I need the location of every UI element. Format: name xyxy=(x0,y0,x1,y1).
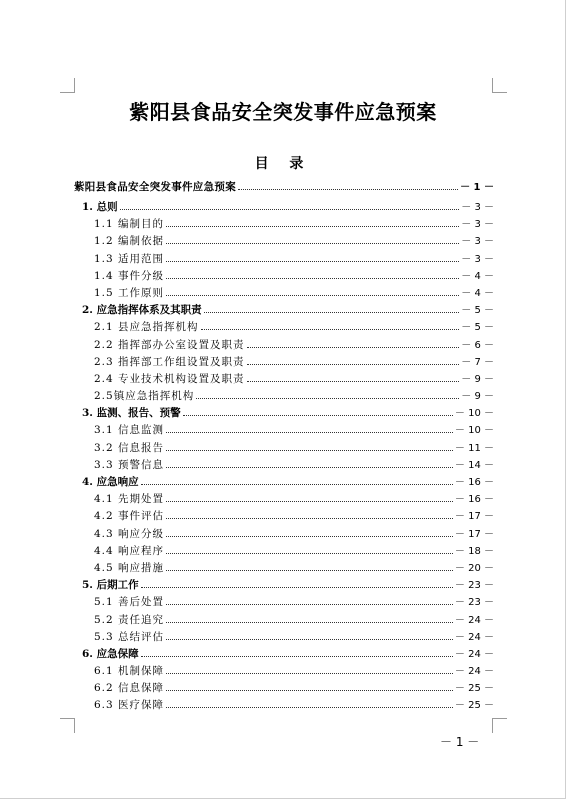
toc-section-row[interactable] xyxy=(74,508,494,525)
toc-leader-dots xyxy=(201,328,460,330)
toc-page-number: － 14 － xyxy=(454,459,494,471)
toc-leader-dots xyxy=(166,552,453,554)
toc-leader-dots xyxy=(196,397,459,399)
toc-entry-text: 6. 应急保障 xyxy=(82,647,139,660)
toc-entry-text: 2.2 指挥部办公室设置及职责 xyxy=(94,338,245,351)
toc-section-row[interactable] xyxy=(74,629,494,646)
table-of-contents xyxy=(74,177,494,715)
toc-page-number: － 3 － xyxy=(461,236,494,248)
toc-section-row[interactable] xyxy=(74,663,494,680)
toc-page-number: － 25 － xyxy=(454,700,494,712)
toc-entry-text: 6.1 机制保障 xyxy=(94,665,165,678)
toc-page-number: － 11 － xyxy=(454,442,494,454)
toc-section-row[interactable] xyxy=(74,319,494,336)
toc-leader-dots xyxy=(166,225,459,227)
toc-entry-text: 6.2 信息保障 xyxy=(94,682,165,695)
toc-entry-text: 4.3 响应分级 xyxy=(94,527,165,540)
toc-section-row[interactable] xyxy=(74,371,494,388)
toc-section-row[interactable] xyxy=(74,388,494,405)
toc-leader-dots xyxy=(247,346,460,348)
toc-page-number: － 4 － xyxy=(461,270,494,282)
toc-entry-text: 1.2 编制依据 xyxy=(94,235,165,248)
toc-page-number: － 17 － xyxy=(454,528,494,540)
crop-mark-top-right xyxy=(492,78,507,93)
toc-page-number: － 18 － xyxy=(454,545,494,557)
toc-page-number: － 24 － xyxy=(454,631,494,643)
toc-chapter-row[interactable] xyxy=(74,199,494,216)
toc-page-number: － 3 － xyxy=(461,219,494,231)
toc-section-row[interactable] xyxy=(74,216,494,233)
toc-leader-dots xyxy=(166,294,459,296)
toc-leader-dots xyxy=(166,689,453,691)
toc-chapter-row[interactable] xyxy=(74,405,494,422)
toc-page-number: － 4 － xyxy=(461,287,494,299)
toc-page-number: － 23 － xyxy=(454,597,494,609)
toc-entry-text: 3.3 预警信息 xyxy=(94,458,165,471)
toc-leader-dots xyxy=(238,188,458,190)
toc-page-number: － 5 － xyxy=(461,305,494,317)
toc-leader-dots xyxy=(166,535,453,537)
toc-entry-text: 4. 应急响应 xyxy=(82,476,139,488)
toc-section-row[interactable] xyxy=(74,285,494,302)
toc-leader-dots xyxy=(166,500,453,502)
toc-leader-dots xyxy=(166,277,459,279)
toc-leader-dots xyxy=(166,603,453,605)
toc-entry-text: 2.1 县应急指挥机构 xyxy=(94,321,199,334)
toc-leader-dots xyxy=(120,208,460,210)
toc-entry-text: 5.3 总结评估 xyxy=(94,630,165,643)
toc-section-row[interactable] xyxy=(74,612,494,629)
toc-page-number: － 1 － xyxy=(460,182,494,193)
toc-entry-text: 4.1 先期处置 xyxy=(94,493,165,506)
toc-entry-text: 1. 总则 xyxy=(82,201,118,213)
toc-entry-text: 5.1 善后处置 xyxy=(94,596,165,609)
toc-entry-text: 1.5 工作原则 xyxy=(94,286,165,299)
toc-page-number: － 16 － xyxy=(454,477,494,488)
toc-leader-dots xyxy=(166,242,459,244)
crop-mark-top-left xyxy=(60,78,75,93)
toc-entry-text: 6.3 医疗保障 xyxy=(94,699,165,712)
toc-entry-text: 4.2 事件评估 xyxy=(94,510,165,523)
toc-leader-dots xyxy=(166,431,453,433)
toc-leader-dots xyxy=(166,621,453,623)
toc-leader-dots xyxy=(166,638,453,640)
toc-page-number: － 3 － xyxy=(461,253,494,265)
toc-section-row[interactable] xyxy=(74,233,494,250)
toc-leader-dots xyxy=(141,586,453,588)
toc-section-row[interactable] xyxy=(74,422,494,439)
toc-entry-text: 5. 后期工作 xyxy=(82,579,139,592)
toc-entry-text: 4.4 响应程序 xyxy=(94,544,165,557)
toc-leader-dots xyxy=(247,380,460,382)
toc-section-row[interactable] xyxy=(74,457,494,474)
toc-section-row[interactable] xyxy=(74,251,494,268)
toc-leader-dots xyxy=(166,449,453,451)
crop-mark-bottom-right xyxy=(492,718,507,733)
toc-entry-text: 1.4 事件分级 xyxy=(94,269,165,282)
toc-page-number: － 24 － xyxy=(454,648,494,660)
toc-section-row[interactable] xyxy=(74,697,494,714)
toc-page-number: － 5 － xyxy=(461,322,494,334)
toc-page-number: － 25 － xyxy=(454,683,494,695)
toc-chapter-row[interactable] xyxy=(74,577,494,594)
toc-page-number: － 17 － xyxy=(454,511,494,523)
toc-entry-text: 2.5镇应急指挥机构 xyxy=(94,390,195,403)
toc-page-number: － 6 － xyxy=(461,339,494,351)
toc-entry-text: 2.4 专业技术机构设置及职责 xyxy=(94,372,245,385)
toc-heading: 目 录 xyxy=(254,156,312,172)
toc-section-row[interactable] xyxy=(74,526,494,543)
toc-entry-text: 3. 监测、报告、预警 xyxy=(82,407,181,420)
toc-leader-dots xyxy=(166,517,453,519)
toc-entry-text: 1.3 适用范围 xyxy=(94,252,165,265)
toc-page-number: － 16 － xyxy=(454,494,494,506)
toc-leader-dots xyxy=(141,483,453,485)
page-number: － 1 － xyxy=(440,735,480,749)
toc-entry-text: 5.2 责任追究 xyxy=(94,613,165,626)
toc-section-row[interactable] xyxy=(74,560,494,577)
toc-page-number: － 20 － xyxy=(454,562,494,574)
toc-page-number: － 10 － xyxy=(454,425,494,437)
toc-section-row[interactable] xyxy=(74,440,494,457)
toc-leader-dots xyxy=(141,655,453,657)
toc-page-number: － 24 － xyxy=(454,614,494,626)
toc-page-number: － 7 － xyxy=(461,356,494,368)
toc-leader-dots xyxy=(166,569,453,571)
toc-section-row[interactable] xyxy=(74,337,494,354)
toc-entry-text: 3.2 信息报告 xyxy=(94,441,165,454)
toc-section-row[interactable] xyxy=(74,354,494,371)
toc-page-number: － 9 － xyxy=(461,373,494,385)
toc-chapter-row[interactable] xyxy=(74,474,494,491)
toc-page-number: － 24 － xyxy=(454,666,494,678)
toc-leader-dots xyxy=(166,706,453,708)
toc-section-row[interactable] xyxy=(74,491,494,508)
toc-leader-dots xyxy=(183,414,453,416)
toc-entry-text: 2.3 指挥部工作组设置及职责 xyxy=(94,355,245,368)
toc-entry-text: 4.5 响应措施 xyxy=(94,561,165,574)
toc-entry-text: 2. 应急指挥体系及其职责 xyxy=(82,304,202,317)
toc-leader-dots xyxy=(166,260,459,262)
toc-entry-text: 紫阳县食品安全突发事件应急预案 xyxy=(74,181,236,193)
toc-entry-text: 1.1 编制目的 xyxy=(94,218,165,231)
toc-entry-text: 3.1 信息监测 xyxy=(94,424,165,437)
toc-section-row[interactable] xyxy=(74,594,494,611)
toc-leader-dots xyxy=(204,311,460,313)
toc-leader-dots xyxy=(166,672,453,674)
document-title: 紫阳县食品安全突发事件应急预案 xyxy=(129,100,437,124)
crop-mark-bottom-left xyxy=(60,718,75,733)
toc-section-row[interactable] xyxy=(74,268,494,285)
toc-page-number: － 23 － xyxy=(454,580,494,592)
toc-chapter-row[interactable] xyxy=(74,646,494,663)
toc-leader-dots xyxy=(166,466,453,468)
toc-title-row[interactable] xyxy=(74,177,494,197)
toc-section-row[interactable] xyxy=(74,680,494,697)
toc-page-number: － 3 － xyxy=(461,202,494,213)
toc-page-number: － 10 － xyxy=(454,408,494,420)
toc-leader-dots xyxy=(247,363,460,365)
toc-section-row[interactable] xyxy=(74,543,494,560)
toc-page-number: － 9 － xyxy=(461,391,494,403)
toc-chapter-row[interactable] xyxy=(74,302,494,319)
